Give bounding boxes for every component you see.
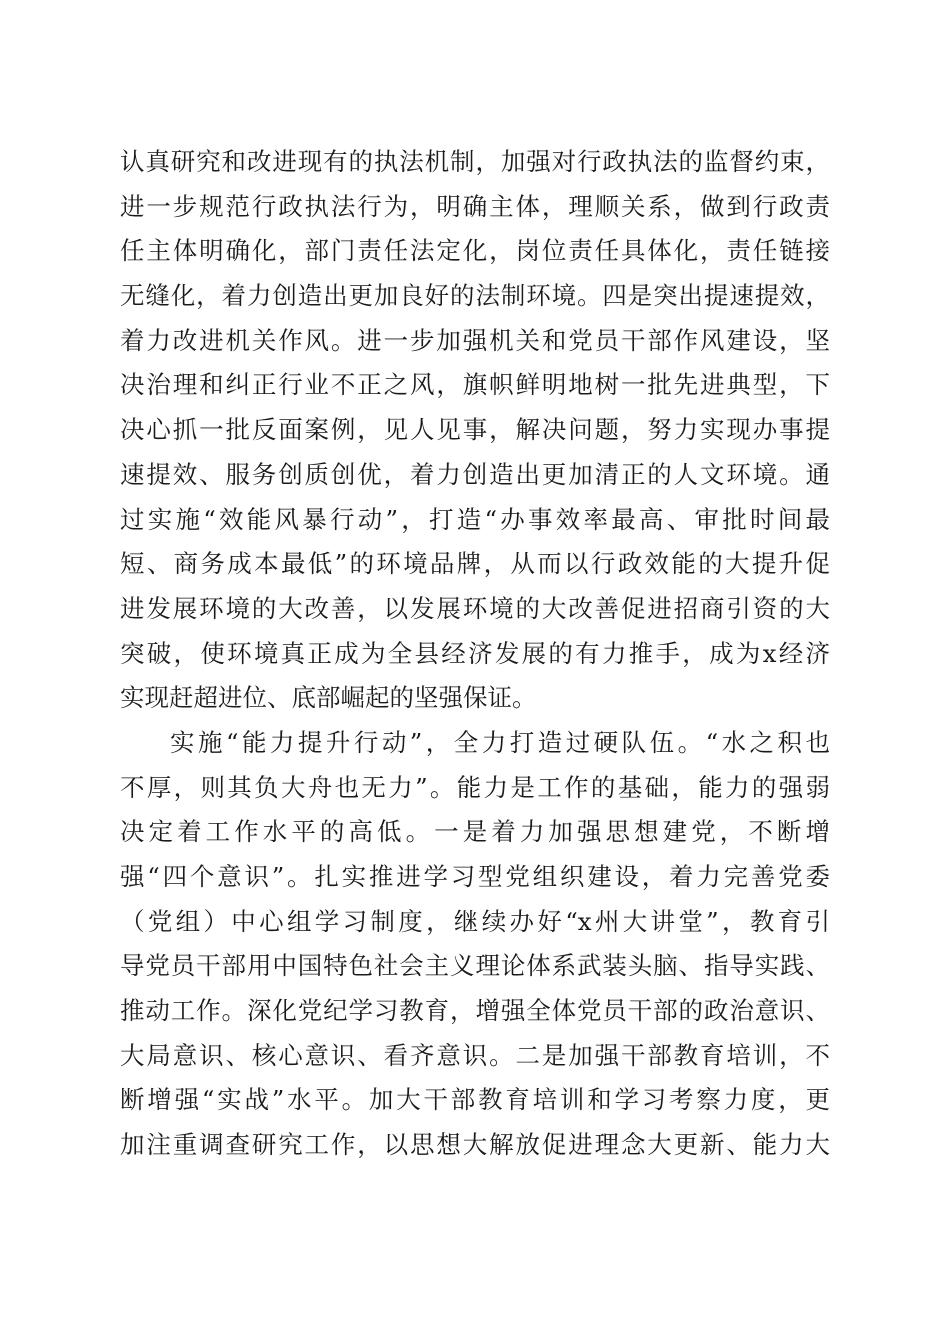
text-line: （党组）中心组学习制度，继续办好“x州大讲堂”，教育引 (120, 906, 830, 936)
text-line: 强“四个意识”。扎实推进学习型党组织建设，着力完善党委 (120, 862, 830, 891)
text-line: 进发展环境的大改善，以发展环境的大改善促进招商引资的大 (120, 593, 830, 623)
text-line: 实现赶超进位、底部崛起的坚强保证。 (120, 683, 537, 713)
text-line: 实施“能力提升行动”，全力打造过硬队伍。“水之积也 (170, 727, 830, 757)
text-line: 决治理和纠正行业不正之风，旗帜鲜明地树一批先进典型，下 (120, 370, 830, 400)
text-line: 导党员干部用中国特色社会主义理论体系武装头脑、指导实践、 (120, 951, 830, 981)
text-line: 加注重调查研究工作，以思想大解放促进理念大更新、能力大 (120, 1130, 830, 1160)
paragraph-2 (120, 721, 830, 1168)
text-line: 断增强“实战”水平。加大干部教育培训和学习考察力度，更 (120, 1085, 830, 1115)
text-line: 不厚，则其负大舟也无力”。能力是工作的基础，能力的强弱 (120, 772, 830, 802)
text-line: 进一步规范行政执法行为，明确主体，理顺关系，做到行政责 (120, 191, 830, 221)
text-line: 突破，使环境真正成为全县经济发展的有力推手，成为x经济 (120, 638, 830, 668)
text-line: 大局意识、核心意识、看齐意识。二是加强干部教育培训，不 (120, 1040, 830, 1070)
text-line: 认真研究和改进现有的执法机制，加强对行政执法的监督约束， (120, 147, 830, 176)
text-line: 无缝化，着力创造出更加良好的法制环境。四是突出提速提效， (120, 281, 830, 311)
text-line: 短、商务成本最低”的环境品牌，从而以行政效能的大提升促 (120, 549, 830, 579)
text-line: 任主体明确化，部门责任法定化，岗位责任具体化，责任链接 (120, 236, 830, 266)
text-line: 过实施“效能风暴行动”，打造“办事效率最高、审批时间最 (120, 504, 830, 534)
paragraph-1 (120, 140, 830, 721)
text-line: 决心抓一批反面案例，见人见事，解决问题，努力实现办事提 (120, 415, 830, 445)
body-text (120, 140, 830, 1168)
text-line: 速提效、服务创质创优，着力创造出更加清正的人文环境。通 (120, 459, 830, 489)
text-line: 决定着工作水平的高低。一是着力加强思想建党，不断增 (120, 817, 830, 847)
text-line: 推动工作。深化党纪学习教育，增强全体党员干部的政治意识、 (120, 996, 830, 1026)
text-line: 着力改进机关作风。进一步加强机关和党员干部作风建设，坚 (120, 325, 830, 355)
